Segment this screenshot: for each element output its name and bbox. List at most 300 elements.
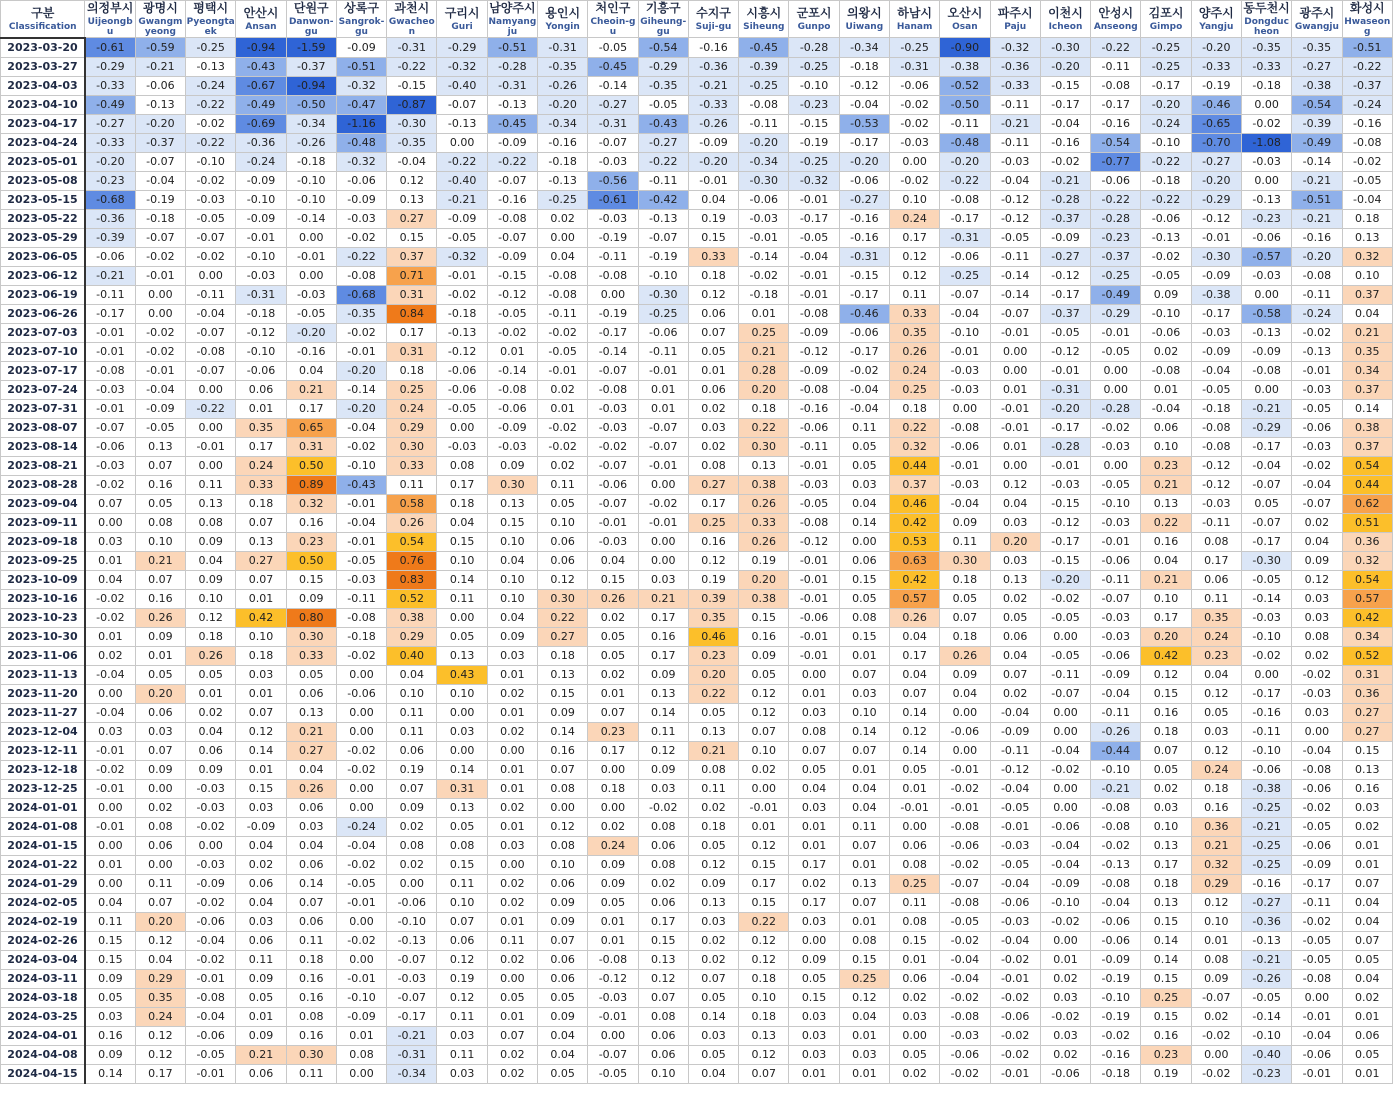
region-header-guri <box>437 1 487 38</box>
heat-cell: 0.06 <box>135 836 185 855</box>
heat-cell: 0.06 <box>236 931 286 950</box>
heat-cell: -0.13 <box>538 171 588 190</box>
heat-cell: 0.02 <box>135 798 185 817</box>
heat-cell: 0.30 <box>286 627 336 646</box>
heat-cell: 0.06 <box>1191 570 1241 589</box>
heat-cell: 0.20 <box>135 684 185 703</box>
heat-cell: 0.09 <box>487 456 537 475</box>
heat-cell: 0.04 <box>1342 304 1392 323</box>
heat-cell: 0.18 <box>1141 874 1191 893</box>
heat-cell: -0.05 <box>1241 988 1291 1007</box>
heat-cell: 0.10 <box>1141 589 1191 608</box>
heat-cell: 0.07 <box>1141 741 1191 760</box>
region-name-en: Hanam <box>896 22 933 32</box>
region-name-en: Uiwang <box>845 22 884 32</box>
heat-cell: 0.00 <box>739 779 789 798</box>
heat-cell: -0.34 <box>286 114 336 133</box>
heat-cell: -0.01 <box>85 817 135 836</box>
heat-cell: 0.20 <box>135 912 185 931</box>
heat-cell: 0.00 <box>588 798 638 817</box>
heat-cell: 0.17 <box>638 912 688 931</box>
heat-cell: -0.05 <box>1191 380 1241 399</box>
heat-cell: -0.07 <box>1040 684 1090 703</box>
heat-cell: -0.31 <box>387 1045 437 1064</box>
heat-cell: -0.18 <box>336 627 386 646</box>
row-date: 2023-12-18 <box>1 760 85 779</box>
heat-cell: 0.15 <box>588 570 638 589</box>
heat-cell: 0.08 <box>638 855 688 874</box>
heat-cell: 0.17 <box>437 475 487 494</box>
heat-cell: -0.02 <box>940 779 990 798</box>
heat-cell: 0.03 <box>487 836 537 855</box>
heat-cell: 0.01 <box>236 589 286 608</box>
heat-cell: 0.01 <box>588 684 638 703</box>
heat-cell: -0.27 <box>1241 893 1291 912</box>
heat-cell: 0.30 <box>487 475 537 494</box>
heat-cell: 0.17 <box>638 646 688 665</box>
row-date: 2024-03-25 <box>1 1007 85 1026</box>
heat-cell: -0.04 <box>1040 741 1090 760</box>
heat-cell: 0.05 <box>538 1064 588 1083</box>
classification-header-ko: 구분 <box>31 5 55 20</box>
heat-cell: 0.21 <box>688 741 738 760</box>
heat-cell: 0.09 <box>85 969 135 988</box>
heat-cell: 0.17 <box>286 399 336 418</box>
heat-cell: 0.05 <box>1342 1045 1392 1064</box>
heat-cell: 0.03 <box>839 475 889 494</box>
heat-cell: 0.06 <box>538 551 588 570</box>
heat-cell: 0.19 <box>739 551 789 570</box>
heat-cell: 0.15 <box>487 513 537 532</box>
region-header-giheung-gu <box>638 1 688 38</box>
heat-cell: 0.42 <box>889 570 939 589</box>
heat-cell: -0.49 <box>1091 285 1141 304</box>
heat-cell: 0.00 <box>336 798 386 817</box>
heat-cell: -0.29 <box>1091 304 1141 323</box>
heat-cell: 0.02 <box>487 798 537 817</box>
heat-cell: -0.08 <box>940 893 990 912</box>
heat-cell: -0.02 <box>538 323 588 342</box>
heat-cell: -0.07 <box>1292 494 1342 513</box>
heat-cell: 0.10 <box>1141 817 1191 836</box>
row-date: 2023-08-28 <box>1 475 85 494</box>
heat-cell: -0.02 <box>1040 912 1090 931</box>
heat-cell: 0.02 <box>889 1064 939 1083</box>
heat-cell: -0.22 <box>1342 57 1392 76</box>
heat-cell: -0.12 <box>588 969 638 988</box>
heat-cell: -0.19 <box>789 133 839 152</box>
heat-cell: 0.10 <box>538 513 588 532</box>
table-row <box>1 1045 1393 1064</box>
heat-cell: 0.14 <box>1141 931 1191 950</box>
heat-cell: 0.06 <box>538 874 588 893</box>
heat-cell: 0.05 <box>688 342 738 361</box>
heat-cell: 0.06 <box>236 1064 286 1083</box>
table-row <box>1 171 1393 190</box>
heat-cell: 0.00 <box>437 741 487 760</box>
heat-cell: 0.05 <box>186 665 236 684</box>
heat-cell: 0.01 <box>1191 931 1241 950</box>
region-name-en: Namyangju <box>488 17 537 37</box>
heat-cell: -0.18 <box>739 285 789 304</box>
heat-cell: -0.32 <box>437 247 487 266</box>
heat-cell: -0.37 <box>1091 247 1141 266</box>
row-date: 2023-11-13 <box>1 665 85 684</box>
heat-cell: 0.07 <box>688 969 738 988</box>
table-row <box>1 912 1393 931</box>
region-name-ko: 평택시 <box>193 1 229 15</box>
heat-cell: 0.05 <box>1342 950 1392 969</box>
heat-cell: -0.08 <box>1091 817 1141 836</box>
heat-cell: 0.05 <box>588 646 638 665</box>
heat-cell: -0.10 <box>236 342 286 361</box>
heat-cell: -0.49 <box>1292 133 1342 152</box>
heat-cell: -0.04 <box>135 380 185 399</box>
heat-cell: -0.05 <box>487 304 537 323</box>
heat-cell: -0.14 <box>487 361 537 380</box>
heat-cell: -0.17 <box>1241 684 1291 703</box>
heat-cell: 0.08 <box>789 722 839 741</box>
heat-cell: -0.25 <box>1141 57 1191 76</box>
heat-cell: -0.35 <box>538 57 588 76</box>
heat-cell: 0.00 <box>336 912 386 931</box>
heat-cell: -0.16 <box>538 133 588 152</box>
heat-cell: -0.09 <box>487 133 537 152</box>
heat-cell: -0.12 <box>236 323 286 342</box>
heat-cell: -0.08 <box>1292 266 1342 285</box>
heat-cell: 0.12 <box>739 950 789 969</box>
heat-cell: -0.18 <box>1191 399 1241 418</box>
heat-cell: -0.26 <box>538 76 588 95</box>
table-row <box>1 874 1393 893</box>
heat-cell: 0.24 <box>1191 760 1241 779</box>
heat-cell: -0.05 <box>437 399 487 418</box>
heat-cell: 0.04 <box>1292 532 1342 551</box>
heat-cell: 0.04 <box>538 1026 588 1045</box>
heat-cell: 0.00 <box>789 931 839 950</box>
heat-cell: -0.08 <box>940 1007 990 1026</box>
heat-cell: -0.35 <box>1292 38 1342 58</box>
heat-cell: 0.37 <box>1342 380 1392 399</box>
heat-cell: 0.13 <box>387 190 437 209</box>
heat-cell: -0.17 <box>1241 437 1291 456</box>
heat-cell: -0.07 <box>387 950 437 969</box>
heat-cell: 0.32 <box>1342 247 1392 266</box>
heat-cell: -0.05 <box>1040 323 1090 342</box>
heat-cell: -0.14 <box>990 266 1040 285</box>
heat-cell: 0.03 <box>1342 798 1392 817</box>
heat-cell: -0.05 <box>1292 399 1342 418</box>
heat-cell: 0.09 <box>789 950 839 969</box>
heat-cell: 0.05 <box>538 494 588 513</box>
row-date: 2023-09-18 <box>1 532 85 551</box>
heat-cell: -0.22 <box>1091 38 1141 58</box>
heat-cell: -0.01 <box>739 798 789 817</box>
heat-cell: -1.08 <box>1241 133 1291 152</box>
heat-cell: 0.11 <box>437 589 487 608</box>
heat-cell: 0.10 <box>1342 266 1392 285</box>
row-date: 2024-01-15 <box>1 836 85 855</box>
heat-cell: 0.11 <box>387 722 437 741</box>
heat-cell: -0.05 <box>336 874 386 893</box>
heat-cell: -0.28 <box>1040 190 1090 209</box>
heat-cell: 0.15 <box>688 228 738 247</box>
heat-cell: 0.09 <box>588 874 638 893</box>
heat-cell: -0.05 <box>186 209 236 228</box>
heat-cell: 0.06 <box>286 684 336 703</box>
heat-cell: 0.13 <box>990 570 1040 589</box>
heat-cell: 0.21 <box>286 380 336 399</box>
heat-cell: 0.09 <box>286 589 336 608</box>
table-row <box>1 798 1393 817</box>
heat-cell: 0.10 <box>638 1064 688 1083</box>
heat-cell: 0.04 <box>1191 665 1241 684</box>
heat-cell: -0.20 <box>1141 95 1191 114</box>
heat-cell: -0.17 <box>387 1007 437 1026</box>
region-name-en: Yangju <box>1199 22 1234 32</box>
heat-cell: -0.17 <box>839 133 889 152</box>
heat-cell: 0.01 <box>1342 1064 1392 1083</box>
heat-cell: 0.00 <box>1040 779 1090 798</box>
heat-cell: 0.27 <box>387 209 437 228</box>
heat-cell: 0.04 <box>286 760 336 779</box>
heat-cell: -0.34 <box>538 114 588 133</box>
heat-cell: -0.03 <box>487 437 537 456</box>
row-date: 2024-01-01 <box>1 798 85 817</box>
heat-cell: 0.30 <box>286 1045 336 1064</box>
heat-cell: -0.11 <box>940 114 990 133</box>
heat-cell: -0.09 <box>1091 665 1141 684</box>
heat-cell: 0.01 <box>990 380 1040 399</box>
heat-cell: 0.00 <box>1241 380 1291 399</box>
heat-cell: -0.39 <box>85 228 135 247</box>
heat-cell: 0.11 <box>387 703 437 722</box>
heat-cell: -0.16 <box>839 209 889 228</box>
heat-cell: -0.17 <box>839 285 889 304</box>
heat-cell: 0.51 <box>1342 513 1392 532</box>
heat-cell: 0.04 <box>286 836 336 855</box>
heat-cell: -0.03 <box>437 437 487 456</box>
heat-cell: 0.17 <box>739 874 789 893</box>
heat-cell: 0.54 <box>1342 570 1392 589</box>
table-row <box>1 475 1393 494</box>
region-header-anseong <box>1091 1 1141 38</box>
heat-cell: 0.83 <box>387 570 437 589</box>
heat-cell: 0.13 <box>186 494 236 513</box>
heat-cell: -0.15 <box>487 266 537 285</box>
heat-cell: -0.31 <box>839 247 889 266</box>
heat-cell: -0.37 <box>135 133 185 152</box>
heat-cell: -0.21 <box>437 190 487 209</box>
heat-cell: -0.03 <box>1091 627 1141 646</box>
heat-cell: 0.11 <box>487 931 537 950</box>
heat-cell: 0.02 <box>487 684 537 703</box>
heat-cell: -0.58 <box>1241 304 1291 323</box>
heat-cell: -0.03 <box>889 133 939 152</box>
heat-cell: 0.15 <box>789 988 839 1007</box>
heat-cell: 0.00 <box>538 798 588 817</box>
heat-cell: 0.13 <box>1141 494 1191 513</box>
heat-cell: -0.27 <box>1191 152 1241 171</box>
heat-cell: -0.61 <box>85 38 135 58</box>
heat-cell: -0.02 <box>85 760 135 779</box>
heat-cell: 0.29 <box>387 418 437 437</box>
heat-cell: -0.04 <box>1292 741 1342 760</box>
heat-cell: -0.08 <box>588 266 638 285</box>
heat-cell: -0.17 <box>1141 76 1191 95</box>
heat-cell: 0.08 <box>135 513 185 532</box>
heat-cell: -0.38 <box>1241 779 1291 798</box>
heat-cell: -0.22 <box>638 152 688 171</box>
heat-cell: -0.07 <box>638 228 688 247</box>
row-date: 2023-10-30 <box>1 627 85 646</box>
heat-cell: -0.21 <box>1292 209 1342 228</box>
heat-cell: 0.04 <box>437 513 487 532</box>
heat-cell: -0.03 <box>1241 608 1291 627</box>
heat-cell: 0.06 <box>638 836 688 855</box>
heat-cell: -0.16 <box>839 228 889 247</box>
heat-cell: 0.11 <box>638 722 688 741</box>
heat-cell: -0.04 <box>1292 1026 1342 1045</box>
heat-cell: -0.54 <box>1091 133 1141 152</box>
heat-cell: -0.33 <box>688 95 738 114</box>
heat-cell: -0.20 <box>1040 57 1090 76</box>
heat-cell: 0.15 <box>387 228 437 247</box>
heat-cell: -0.36 <box>1241 912 1291 931</box>
heat-cell: 0.05 <box>688 703 738 722</box>
heat-cell: 0.25 <box>839 969 889 988</box>
heat-cell: 0.04 <box>688 190 738 209</box>
heat-cell: 0.12 <box>990 475 1040 494</box>
heat-cell: 0.33 <box>688 247 738 266</box>
heat-cell: 0.05 <box>437 627 487 646</box>
heat-cell: 0.00 <box>487 969 537 988</box>
row-date: 2024-03-11 <box>1 969 85 988</box>
heat-cell: -0.14 <box>286 209 336 228</box>
heatmap-body <box>1 38 1393 1084</box>
heat-cell: 0.00 <box>1241 171 1291 190</box>
heat-cell: 0.12 <box>236 722 286 741</box>
heat-cell: -0.02 <box>990 1026 1040 1045</box>
heat-cell: 0.09 <box>135 627 185 646</box>
heat-cell: -0.12 <box>1040 266 1090 285</box>
heat-cell: -0.04 <box>990 931 1040 950</box>
row-date: 2023-04-24 <box>1 133 85 152</box>
heat-cell: -0.02 <box>1292 665 1342 684</box>
heat-cell: -0.29 <box>437 38 487 58</box>
heat-cell: -0.34 <box>387 1064 437 1083</box>
region-name-en: Pyeongtaek <box>186 17 235 37</box>
heat-cell: 0.31 <box>387 342 437 361</box>
heat-cell: 0.22 <box>889 418 939 437</box>
heat-cell: 0.01 <box>638 380 688 399</box>
region-name-ko: 상록구 <box>344 1 379 15</box>
heat-cell: -0.01 <box>336 969 386 988</box>
heat-cell: 0.17 <box>236 437 286 456</box>
heat-cell: -0.06 <box>940 247 990 266</box>
heat-cell: 0.14 <box>889 741 939 760</box>
heat-cell: 0.03 <box>990 513 1040 532</box>
heat-cell: -0.11 <box>990 133 1040 152</box>
heat-cell: 0.12 <box>1191 893 1241 912</box>
heat-cell: 0.27 <box>286 741 336 760</box>
heat-cell: -0.02 <box>839 361 889 380</box>
heat-cell: 0.76 <box>387 551 437 570</box>
heat-cell: -0.36 <box>688 57 738 76</box>
heat-cell: -0.07 <box>638 437 688 456</box>
heat-cell: 0.10 <box>135 532 185 551</box>
heat-cell: 0.04 <box>1342 912 1392 931</box>
heat-cell: 0.13 <box>135 437 185 456</box>
heat-cell: -0.04 <box>990 171 1040 190</box>
heat-cell: -0.06 <box>940 1045 990 1064</box>
heat-cell: -0.02 <box>990 988 1040 1007</box>
heat-cell: 0.11 <box>538 475 588 494</box>
heat-cell: 0.15 <box>286 570 336 589</box>
heat-cell: -0.27 <box>638 133 688 152</box>
heat-cell: -0.06 <box>1292 836 1342 855</box>
heat-cell: -0.05 <box>990 228 1040 247</box>
heat-cell: -0.01 <box>990 323 1040 342</box>
table-row <box>1 418 1393 437</box>
heat-cell: 0.03 <box>236 665 286 684</box>
table-row <box>1 551 1393 570</box>
heat-cell: 0.00 <box>638 475 688 494</box>
heat-cell: 0.17 <box>1191 551 1241 570</box>
heat-cell: 0.03 <box>688 912 738 931</box>
heat-cell: 0.21 <box>1141 570 1191 589</box>
heat-cell: 0.12 <box>135 1026 185 1045</box>
heat-cell: 0.14 <box>839 513 889 532</box>
heat-cell: 0.01 <box>839 1064 889 1083</box>
heat-cell: -0.01 <box>688 171 738 190</box>
heat-cell: 0.33 <box>889 304 939 323</box>
heat-cell: 0.14 <box>286 874 336 893</box>
heat-cell: -0.32 <box>990 38 1040 58</box>
heat-cell: 0.13 <box>688 893 738 912</box>
heat-cell: -0.03 <box>336 209 386 228</box>
heat-cell: -0.24 <box>186 76 236 95</box>
heat-cell: -0.16 <box>789 399 839 418</box>
table-row <box>1 57 1393 76</box>
heat-cell: 0.42 <box>1342 608 1392 627</box>
heat-cell: 0.02 <box>1040 969 1090 988</box>
heat-cell: 0.07 <box>135 570 185 589</box>
heat-cell: 0.21 <box>135 551 185 570</box>
heat-cell: -0.21 <box>688 76 738 95</box>
heat-cell: 0.03 <box>990 551 1040 570</box>
heat-cell: 0.01 <box>487 1007 537 1026</box>
heat-cell: 0.15 <box>889 931 939 950</box>
region-header-ansan <box>236 1 286 38</box>
heat-cell: -0.08 <box>186 342 236 361</box>
heat-cell: 0.12 <box>135 1045 185 1064</box>
heat-cell: -0.16 <box>1091 1045 1141 1064</box>
heat-cell: 0.01 <box>487 760 537 779</box>
heat-cell: 0.00 <box>336 722 386 741</box>
row-date: 2024-01-22 <box>1 855 85 874</box>
heat-cell: 0.14 <box>437 760 487 779</box>
heat-cell: -0.13 <box>1241 931 1291 950</box>
region-header-uijeongbu <box>85 1 135 38</box>
heat-cell: 0.19 <box>387 760 437 779</box>
heat-cell: -0.06 <box>1141 209 1191 228</box>
heat-cell: 0.17 <box>387 323 437 342</box>
heat-cell: -0.05 <box>1241 570 1291 589</box>
heat-cell: 0.05 <box>588 627 638 646</box>
heat-cell: 0.04 <box>85 893 135 912</box>
heat-cell: 0.07 <box>236 703 286 722</box>
